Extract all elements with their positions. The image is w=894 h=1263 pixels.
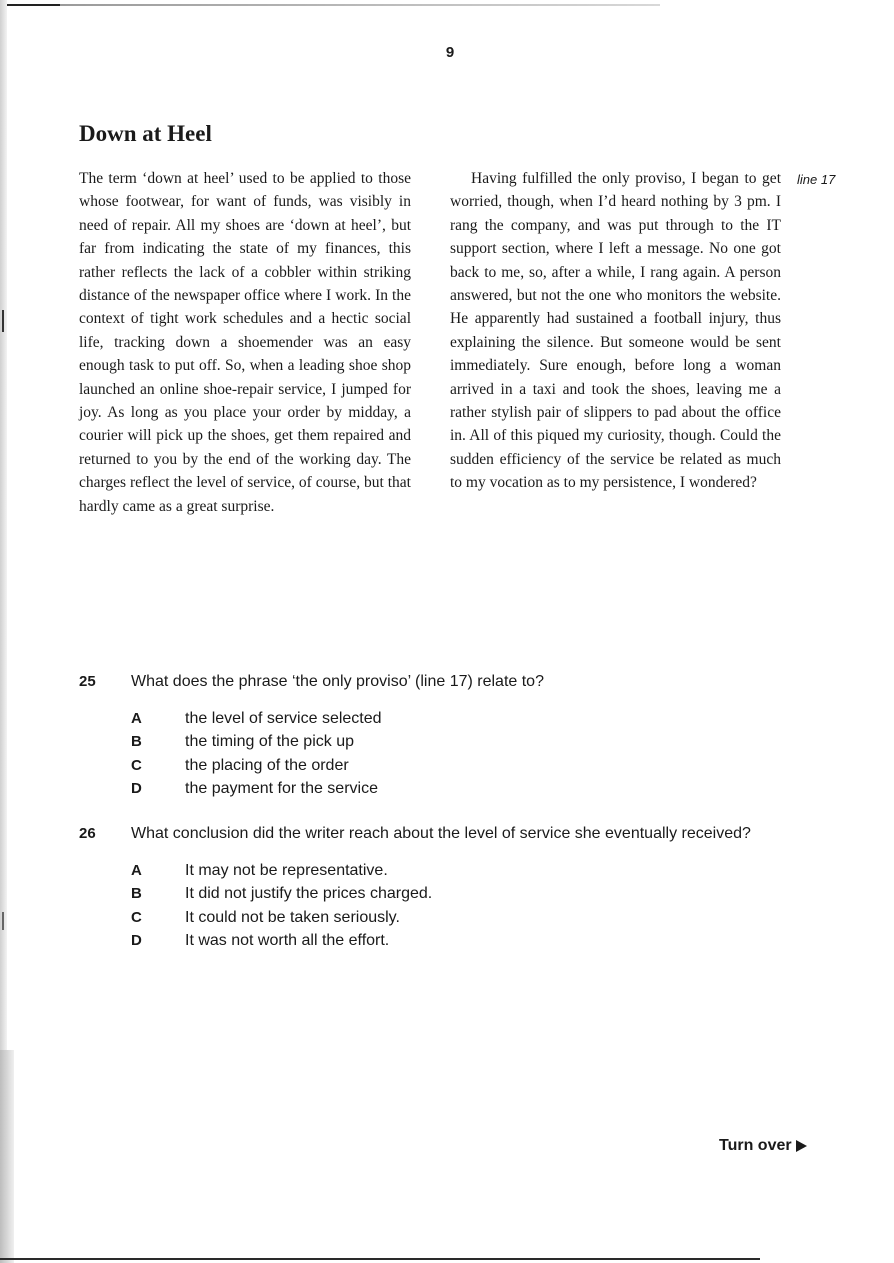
question-number: 25 — [79, 673, 96, 690]
question-text: What conclusion did the writer reach about the level of service she eventually received? — [131, 825, 751, 842]
right-triangle-icon — [796, 1140, 807, 1152]
scan-shadow-left — [0, 1050, 14, 1263]
option-letter: D — [131, 931, 142, 949]
option-letter: A — [131, 862, 142, 879]
option-text: the payment for the service — [185, 779, 378, 797]
option-letter: C — [131, 756, 142, 774]
article-title: Down at Heel — [79, 121, 212, 146]
article-right-column: Having fulfilled the only proviso, I began to get worried, though, when I’d heard nothing by 3 pm. I rang the company, and was put through to the IT support section, where I left a message. No one got back to me, so, after a while, I rang again. A person answered, but not the one who monitors the website. He apparently had sustained a football injury, thus explaining the silence. But someone would be sent immediately. Sure enough, before long a woman arrived in a taxi and took the shoes, leaving me a rather stylish pair of slippers to pad about the office in. All of this piqued my curiosity, though. Could the sudden efficiency of the service be related as much to my vocation as to my persistence, I wondered? — [450, 170, 781, 492]
option-text: It could not be taken seriously. — [185, 908, 400, 926]
option-letter: C — [131, 908, 142, 926]
option-letter: A — [131, 710, 142, 727]
scan-edge-bottom — [0, 1258, 760, 1260]
option-text: the level of service selected — [185, 710, 382, 727]
question-text: What does the phrase ‘the only proviso’ (line 17) relate to? — [131, 673, 544, 690]
turn-over-label — [719, 1137, 807, 1155]
page-number: 9 — [445, 44, 455, 61]
option-letter: B — [131, 885, 142, 903]
scan-edge-top — [0, 4, 660, 6]
article-left-column: The term ‘down at heel’ used to be applied to those whose footwear, for want of funds, was visibly in need of repair. All my shoes are ‘down at heel’, but far from indicating the state of my finances, this rather reflects the lack of a cobbler within striking distance of the newspaper office where I work. In the context of tight work schedules and a hectic social life, tracking down a shoemender was an easy enough task to put off. So, when a leading shoe shop launched an online shoe-repair service, I jumped for joy. As long as you place your order by midday, a courier will pick up the shoes, get them repaired and returned to you by the end of the working day. The charges reflect the level of service, of course, but that hardly came as a great surprise. — [79, 170, 411, 515]
option-text: It may not be representative. — [185, 862, 388, 879]
option-text: the timing of the pick up — [185, 733, 354, 751]
question-number: 26 — [79, 825, 96, 842]
turn-over-text: Turn over — [719, 1137, 792, 1154]
option-letter: B — [131, 733, 142, 751]
scan-mark — [2, 310, 4, 332]
option-text: It did not justify the prices charged. — [185, 885, 433, 903]
line-reference: line 17 — [797, 172, 836, 187]
option-text: the placing of the order — [185, 756, 349, 774]
scan-mark — [2, 912, 4, 930]
option-text: It was not worth all the effort. — [185, 931, 390, 949]
option-letter: D — [131, 779, 142, 797]
